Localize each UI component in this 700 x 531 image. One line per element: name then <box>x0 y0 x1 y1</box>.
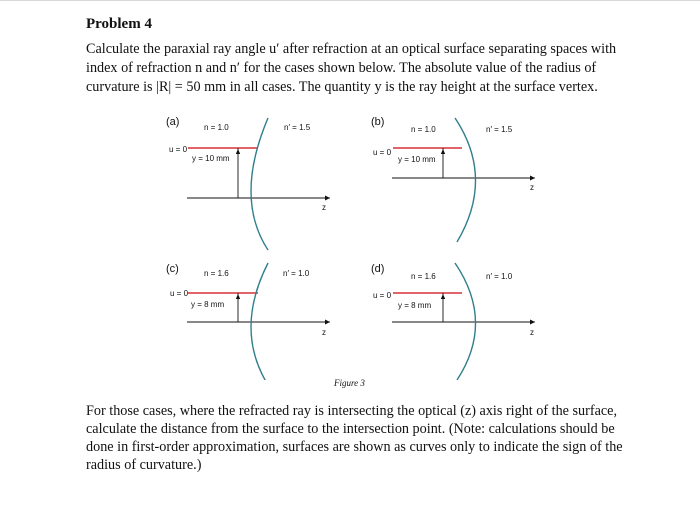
case-b-label: (b) <box>371 116 385 128</box>
case-c-surface <box>251 263 268 380</box>
case-a-n-prime: n′ = 1.5 <box>284 123 311 132</box>
closing-line-1: For those cases, where the refracted ray is intersecting the optical (z) axis right of the surface, <box>86 403 618 419</box>
case-a-axis-arrow <box>325 196 330 201</box>
case-b-n: n = 1.0 <box>411 125 436 134</box>
case-d-n-prime: n′ = 1.0 <box>486 272 513 281</box>
case-a-axis-label: z <box>322 203 326 212</box>
case-d-height-arrowhead <box>441 294 445 299</box>
case-d-diagram <box>371 263 535 380</box>
case-c-n-prime: n′ = 1.0 <box>283 269 310 278</box>
closing-line-2: calculate the distance from the surface to the intersection point. (Note: calculations should be <box>86 421 615 437</box>
case-b-diagram <box>371 116 535 242</box>
closing-line-4: radius of curvature.) <box>86 457 202 473</box>
closing-line-3: done in first-order approximation, surfaces are shown as curves only to indicate the sign of the <box>86 439 623 455</box>
case-c-n: n = 1.6 <box>204 269 229 278</box>
case-a-height-arrowhead <box>236 149 240 154</box>
case-d-axis-label: z <box>530 328 534 337</box>
case-d-y: y = 8 mm <box>398 301 432 310</box>
case-a-u: u = 0 <box>169 145 188 154</box>
case-b-height-arrowhead <box>441 149 445 154</box>
case-b-y: y = 10 mm <box>398 155 436 164</box>
case-d-axis-arrow <box>530 320 535 325</box>
case-d-surface <box>455 263 476 380</box>
case-c-label: (c) <box>166 263 179 275</box>
case-a-surface <box>251 118 268 250</box>
intro-line-2: index of refraction n and n′ for the cases shown below. The absolute value of the radius of <box>86 60 597 76</box>
case-c-diagram <box>166 263 330 380</box>
intro-line-3: curvature is |R| = 50 mm in all cases. The quantity y is the ray height at the surface vertex. <box>86 79 598 95</box>
case-a-y: y = 10 mm <box>192 154 230 163</box>
case-c-axis-arrow <box>325 320 330 325</box>
case-b-axis-label: z <box>530 183 534 192</box>
case-a-label: (a) <box>166 116 180 128</box>
case-a-n: n = 1.0 <box>204 123 229 132</box>
case-c-axis-label: z <box>322 328 326 337</box>
problem-title: Problem 4 <box>86 16 152 32</box>
case-d-n: n = 1.6 <box>411 272 436 281</box>
case-b-surface <box>455 118 476 242</box>
case-c-u: u = 0 <box>170 289 189 298</box>
case-d-label: (d) <box>371 263 385 275</box>
case-c-y: y = 8 mm <box>191 300 225 309</box>
case-b-n-prime: n′ = 1.5 <box>486 125 513 134</box>
case-b-u: u = 0 <box>373 148 392 157</box>
figure-caption: Figure 3 <box>334 378 365 388</box>
case-a-diagram <box>166 116 330 250</box>
case-d-u: u = 0 <box>373 291 392 300</box>
case-c-height-arrowhead <box>236 294 240 299</box>
case-b-axis-arrow <box>530 176 535 181</box>
intro-line-1: Calculate the paraxial ray angle u′ after refraction at an optical surface separating spaces with <box>86 41 617 57</box>
